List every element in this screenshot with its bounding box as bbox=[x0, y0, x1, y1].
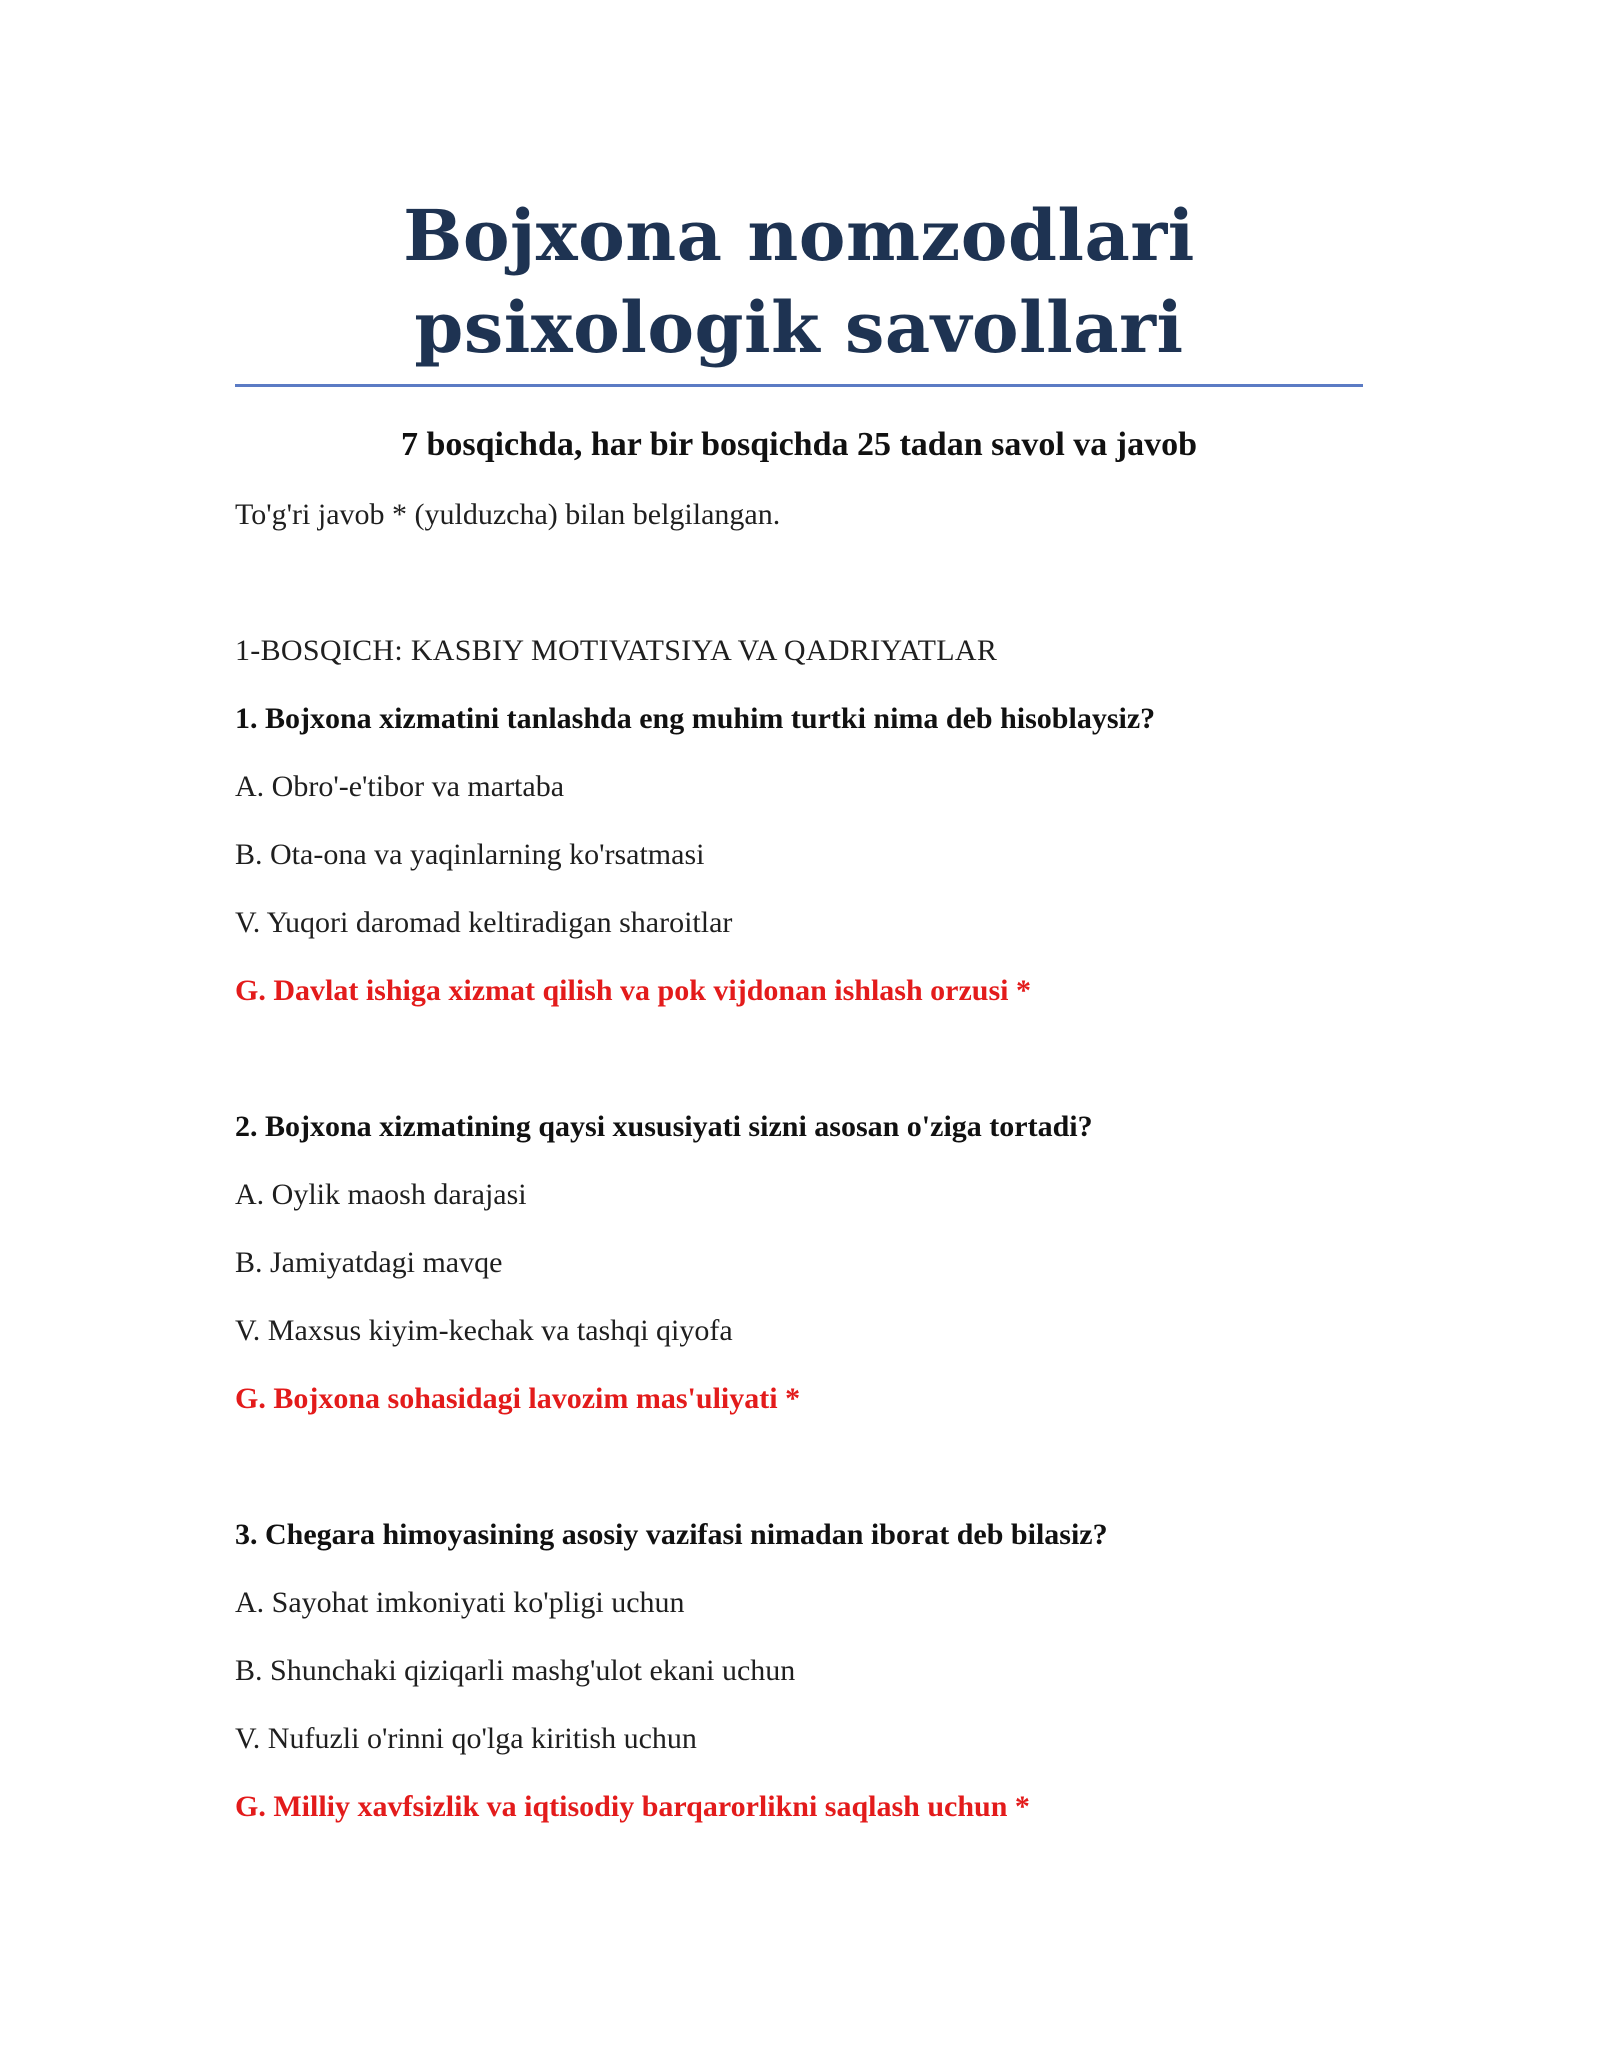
correct-answer-option: G. Bojxona sohasidagi lavozim mas'uliyati * bbox=[235, 1382, 801, 1415]
correct-answer-option: G. Milliy xavfsizlik va iqtisodiy barqarorlikni saqlash uchun * bbox=[235, 1790, 1030, 1823]
answer-key-note: To'g'ri javob * (yulduzcha) bilan belgilangan. bbox=[235, 498, 781, 531]
question-text: 3. Chegara himoyasining asosiy vazifasi nimadan iborat deb bilasiz? bbox=[235, 1518, 1108, 1551]
document-title: Bojxona nomzodlari psixologik savollari bbox=[403, 194, 1195, 369]
answer-option-a: A. Oylik maosh darajasi bbox=[235, 1178, 527, 1211]
answer-option-v: V. Nufuzli o'rinni qo'lga kiritish uchun bbox=[235, 1722, 697, 1755]
document-page bbox=[235, 190, 1363, 1825]
answer-option-b: B. Shunchaki qiziqarli mashg'ulot ekani uchun bbox=[235, 1654, 796, 1687]
question-block-2 bbox=[235, 1109, 1363, 1417]
answer-option-v: V. Maxsus kiyim-kechak va tashqi qiyofa bbox=[235, 1314, 733, 1347]
stage-heading: 1-BOSQICH: KASBIY MOTIVATSIYA VA QADRIYATLAR bbox=[235, 634, 998, 667]
question-block-3 bbox=[235, 1517, 1363, 1825]
correct-answer-option: G. Davlat ishiga xizmat qilish va pok vijdonan ishlash orzusi * bbox=[235, 974, 1031, 1007]
answer-option-b: B. Jamiyatdagi mavqe bbox=[235, 1246, 503, 1279]
question-text: 2. Bojxona xizmatining qaysi xususiyati sizni asosan o'ziga tortadi? bbox=[235, 1110, 1093, 1143]
question-text: 1. Bojxona xizmatini tanlashda eng muhim turtki nima deb hisoblaysiz? bbox=[235, 702, 1156, 735]
document-subtitle: 7 bosqichda, har bir bosqichda 25 tadan savol va javob bbox=[400, 426, 1198, 463]
question-block-1 bbox=[235, 701, 1363, 1009]
answer-option-a: A. Obro'-e'tibor va martaba bbox=[235, 770, 565, 803]
title-divider bbox=[235, 384, 1363, 387]
answer-option-b: B. Ota-ona va yaqinlarning ko'rsatmasi bbox=[235, 838, 705, 871]
answer-option-v: V. Yuqori daromad keltiradigan sharoitlar bbox=[235, 906, 733, 939]
answer-option-a: A. Sayohat imkoniyati ko'pligi uchun bbox=[235, 1586, 685, 1619]
